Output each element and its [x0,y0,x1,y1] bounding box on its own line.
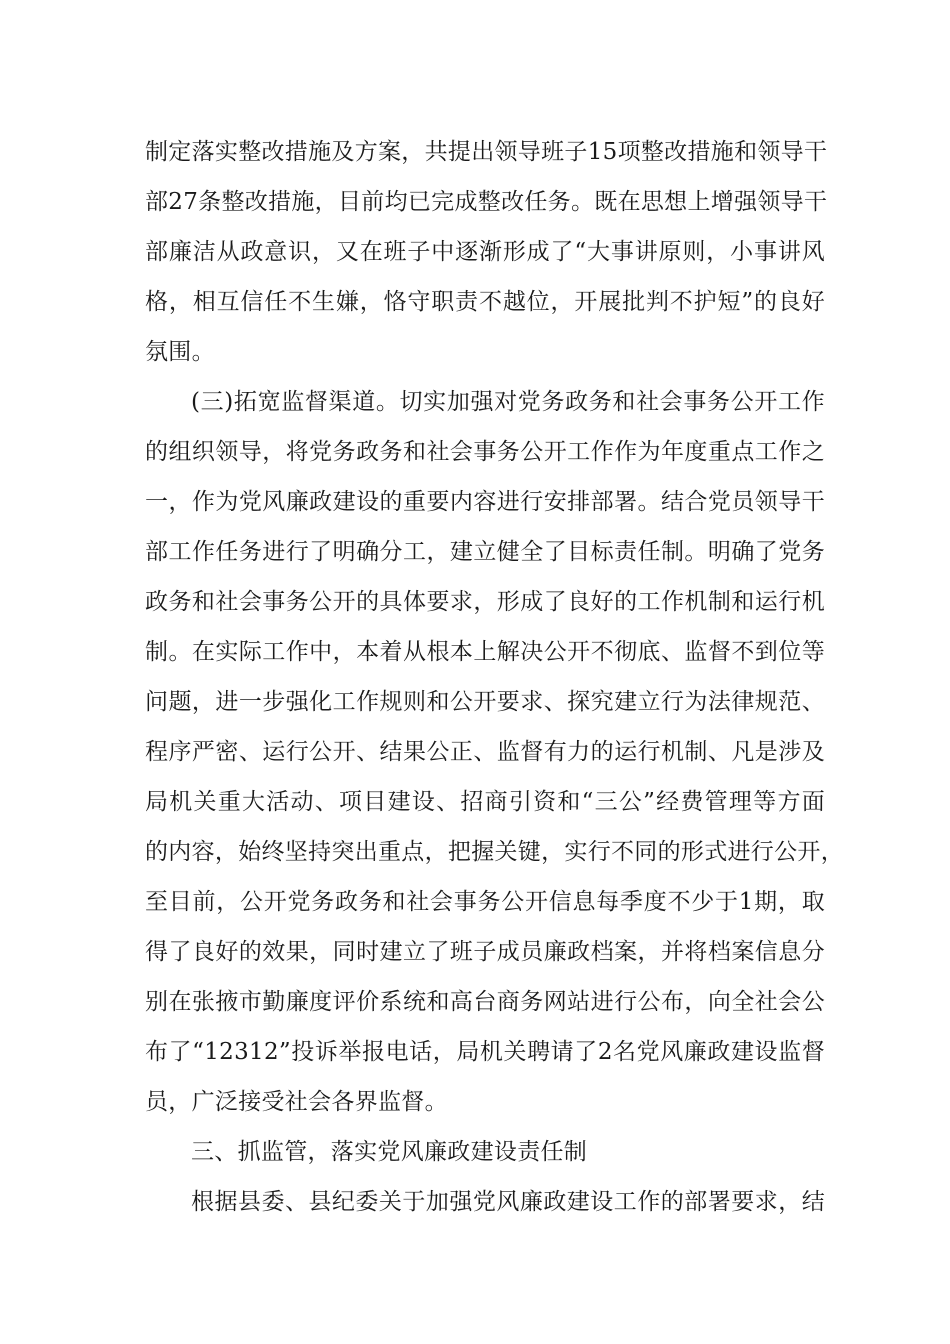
text-line: 制定落实整改措施及方案，共提出领导班子15项整改措施和领导干 [145,139,828,165]
text-line: 部27条整改措施，目前均已完成整改任务。既在思想上增强领导干 [145,189,828,215]
text-line: 得了良好的效果，同时建立了班子成员廉政档案，并将档案信息分 [145,939,825,965]
text-line: 制。在实际工作中，本着从根本上解决公开不彻底、监督不到位等 [145,639,825,665]
text-line: 问题，进一步强化工作规则和公开要求、探究建立行为法律规范、 [145,689,825,715]
text-line: 局机关重大活动、项目建设、招商引资和“三公”经费管理等方面 [145,789,825,815]
text-line: 布了“12312”投诉举报电话，局机关聘请了2名党风廉政建设监督 [145,1039,825,1065]
section-heading-line: (三)拓宽监督渠道。切实加强对党务政务和社会事务公开工作 [191,389,825,415]
text-line: 政务和社会事务公开的具体要求，形成了良好的工作机制和运行机 [145,589,825,615]
text-line: 的内容，始终坚持突出重点，把握关键，实行不同的形式进行公开， [145,839,844,865]
text-line: 一，作为党风廉政建设的重要内容进行安排部署。结合党员领导干 [145,489,825,515]
text-line: 根据县委、县纪委关于加强党风廉政建设工作的部署要求，结 [191,1189,825,1215]
text-line: 程序严密、运行公开、结果公正、监督有力的运行机制、凡是涉及 [145,739,825,765]
text-line: 部工作任务进行了明确分工，建立健全了目标责任制。明确了党务 [145,539,825,565]
text-line: 至目前，公开党务政务和社会事务公开信息每季度不少于1期，取 [145,889,825,915]
section-heading: 三、抓监管，落实党风廉政建设责任制 [191,1139,588,1165]
text-line: 的组织领导，将党务政务和社会事务公开工作作为年度重点工作之 [145,439,825,465]
text-line: 格，相互信任不生嫌，恪守职责不越位，开展批判不护短”的良好 [145,289,825,315]
text-line: 员，广泛接受社会各界监督。 [145,1089,448,1115]
text-line: 部廉洁从政意识，又在班子中逐渐形成了“大事讲原则，小事讲风 [145,239,825,265]
text-line: 氛围。 [145,339,215,365]
text-line: 别在张掖市勤廉度评价系统和高台商务网站进行公布，向全社会公 [145,989,825,1015]
